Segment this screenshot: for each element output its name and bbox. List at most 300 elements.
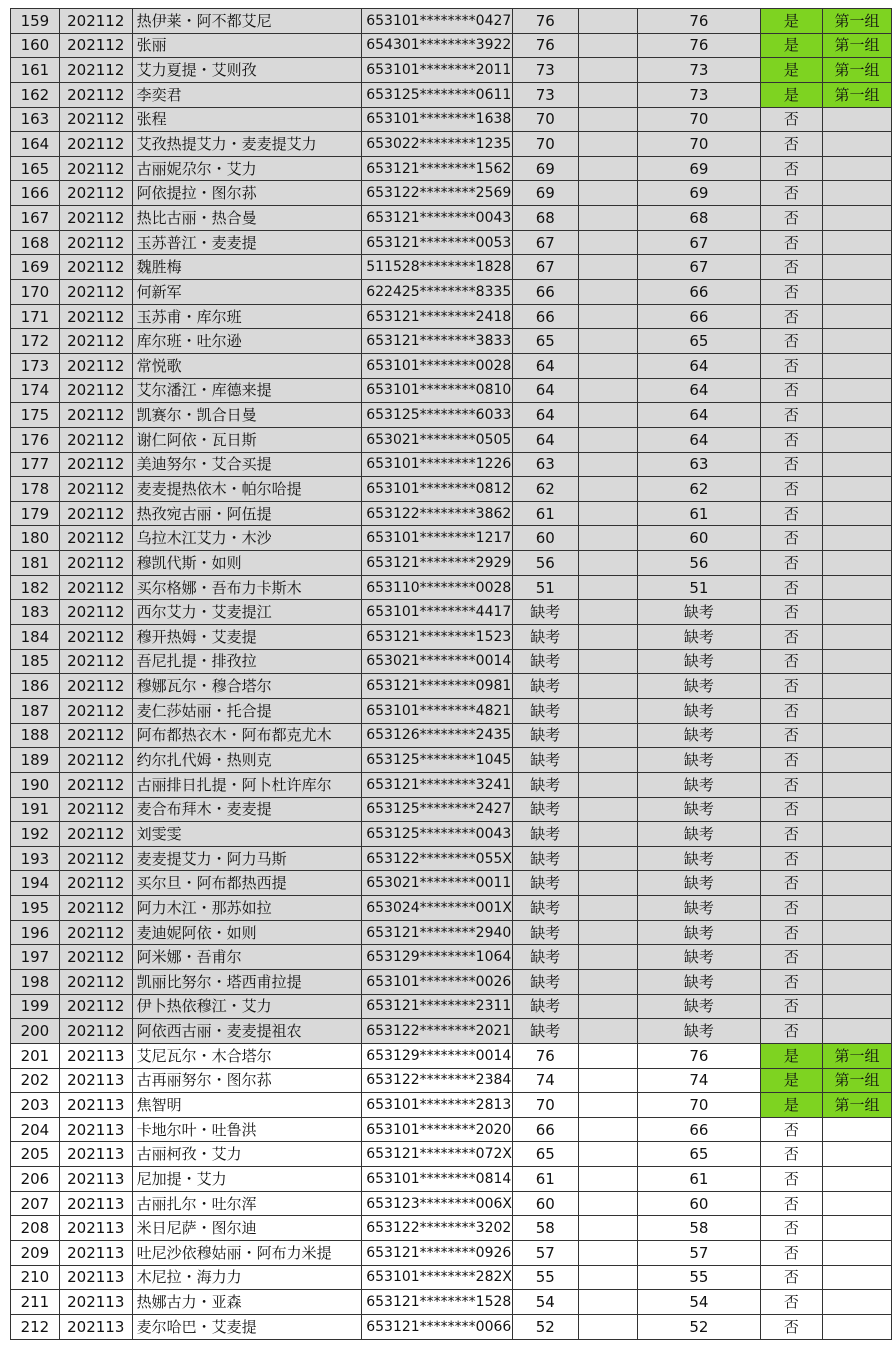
extra-score-cell bbox=[578, 452, 637, 477]
total-score-cell: 70 bbox=[637, 1093, 760, 1118]
written-score-cell: 58 bbox=[513, 1216, 579, 1241]
id-number-cell: 653101********0814 bbox=[362, 1167, 513, 1192]
class-code-cell: 202112 bbox=[59, 477, 132, 502]
row-number-cell: 184 bbox=[11, 625, 60, 650]
row-number-cell: 183 bbox=[11, 600, 60, 625]
row-number-cell: 206 bbox=[11, 1167, 60, 1192]
row-number-cell: 166 bbox=[11, 181, 60, 206]
total-score-cell: 缺考 bbox=[637, 625, 760, 650]
class-code-cell: 202112 bbox=[59, 698, 132, 723]
group-label-cell bbox=[822, 1216, 891, 1241]
total-score-cell: 52 bbox=[637, 1314, 760, 1339]
group-label-cell bbox=[822, 551, 891, 576]
student-name-cell: 凯丽比努尔・塔西甫拉提 bbox=[132, 969, 362, 994]
qualified-flag-cell: 否 bbox=[760, 353, 822, 378]
id-number-cell: 653122********2384 bbox=[362, 1068, 513, 1093]
qualified-flag-cell: 否 bbox=[760, 600, 822, 625]
student-name-cell: 常悦歌 bbox=[132, 353, 362, 378]
extra-score-cell bbox=[578, 575, 637, 600]
class-code-cell: 202112 bbox=[59, 501, 132, 526]
total-score-cell: 缺考 bbox=[637, 846, 760, 871]
group-label-cell bbox=[822, 945, 891, 970]
extra-score-cell bbox=[578, 403, 637, 428]
class-code-cell: 202112 bbox=[59, 403, 132, 428]
student-name-cell: 买尔旦・阿布都热西提 bbox=[132, 871, 362, 896]
student-name-cell: 玉苏甫・库尔班 bbox=[132, 304, 362, 329]
student-name-cell: 热娜古力・亚森 bbox=[132, 1290, 362, 1315]
table-row bbox=[11, 649, 892, 674]
id-number-cell: 653121********1528 bbox=[362, 1290, 513, 1315]
qualified-flag-cell: 否 bbox=[760, 871, 822, 896]
class-code-cell: 202112 bbox=[59, 994, 132, 1019]
row-number-cell: 181 bbox=[11, 551, 60, 576]
class-code-cell: 202112 bbox=[59, 353, 132, 378]
row-number-cell: 211 bbox=[11, 1290, 60, 1315]
written-score-cell: 缺考 bbox=[513, 797, 579, 822]
total-score-cell: 67 bbox=[637, 255, 760, 280]
extra-score-cell bbox=[578, 132, 637, 157]
class-code-cell: 202112 bbox=[59, 378, 132, 403]
table-row bbox=[11, 353, 892, 378]
row-number-cell: 194 bbox=[11, 871, 60, 896]
qualified-flag-cell: 否 bbox=[760, 920, 822, 945]
id-number-cell: 653101********0810 bbox=[362, 378, 513, 403]
row-number-cell: 187 bbox=[11, 698, 60, 723]
student-name-cell: 约尔扎代姆・热则克 bbox=[132, 748, 362, 773]
class-code-cell: 202112 bbox=[59, 920, 132, 945]
qualified-flag-cell: 否 bbox=[760, 649, 822, 674]
id-number-cell: 653126********2435 bbox=[362, 723, 513, 748]
row-number-cell: 177 bbox=[11, 452, 60, 477]
row-number-cell: 175 bbox=[11, 403, 60, 428]
group-label-cell bbox=[822, 969, 891, 994]
row-number-cell: 163 bbox=[11, 107, 60, 132]
written-score-cell: 54 bbox=[513, 1290, 579, 1315]
student-name-cell: 艾尔潘江・库德来提 bbox=[132, 378, 362, 403]
class-code-cell: 202112 bbox=[59, 107, 132, 132]
qualified-flag-cell: 否 bbox=[760, 1167, 822, 1192]
extra-score-cell bbox=[578, 822, 637, 847]
group-label-cell bbox=[822, 181, 891, 206]
id-number-cell: 653121********3833 bbox=[362, 329, 513, 354]
group-label-cell bbox=[822, 1142, 891, 1167]
qualified-flag-cell: 否 bbox=[760, 945, 822, 970]
total-score-cell: 缺考 bbox=[637, 772, 760, 797]
class-code-cell: 202113 bbox=[59, 1068, 132, 1093]
extra-score-cell bbox=[578, 82, 637, 107]
student-name-cell: 卡地尔叶・吐鲁洪 bbox=[132, 1117, 362, 1142]
total-score-cell: 缺考 bbox=[637, 822, 760, 847]
qualified-flag-cell: 否 bbox=[760, 255, 822, 280]
group-label-cell bbox=[822, 871, 891, 896]
table-row bbox=[11, 58, 892, 83]
total-score-cell: 61 bbox=[637, 1167, 760, 1192]
extra-score-cell bbox=[578, 649, 637, 674]
extra-score-cell bbox=[578, 255, 637, 280]
extra-score-cell bbox=[578, 1191, 637, 1216]
total-score-cell: 76 bbox=[637, 9, 760, 34]
student-name-cell: 买尔格娜・吾布力卡斯木 bbox=[132, 575, 362, 600]
student-name-cell: 凯赛尔・凯合日曼 bbox=[132, 403, 362, 428]
total-score-cell: 69 bbox=[637, 181, 760, 206]
class-code-cell: 202112 bbox=[59, 945, 132, 970]
qualified-flag-cell: 否 bbox=[760, 723, 822, 748]
row-number-cell: 160 bbox=[11, 33, 60, 58]
table-row bbox=[11, 723, 892, 748]
qualified-flag-cell: 否 bbox=[760, 181, 822, 206]
extra-score-cell bbox=[578, 181, 637, 206]
id-number-cell: 653024********001X bbox=[362, 896, 513, 921]
total-score-cell: 56 bbox=[637, 551, 760, 576]
extra-score-cell bbox=[578, 107, 637, 132]
class-code-cell: 202112 bbox=[59, 625, 132, 650]
student-name-cell: 玉苏普江・麦麦提 bbox=[132, 230, 362, 255]
id-number-cell: 653125********0043 bbox=[362, 822, 513, 847]
student-name-cell: 古丽柯孜・艾力 bbox=[132, 1142, 362, 1167]
group-label-cell: 第一组 bbox=[822, 1068, 891, 1093]
total-score-cell: 62 bbox=[637, 477, 760, 502]
table-row bbox=[11, 132, 892, 157]
qualified-flag-cell: 否 bbox=[760, 1019, 822, 1044]
written-score-cell: 76 bbox=[513, 9, 579, 34]
class-code-cell: 202113 bbox=[59, 1191, 132, 1216]
table-row bbox=[11, 181, 892, 206]
class-code-cell: 202112 bbox=[59, 58, 132, 83]
class-code-cell: 202112 bbox=[59, 600, 132, 625]
written-score-cell: 缺考 bbox=[513, 969, 579, 994]
row-number-cell: 169 bbox=[11, 255, 60, 280]
id-number-cell: 653121********1562 bbox=[362, 156, 513, 181]
student-name-cell: 伊卜热依穆江・艾力 bbox=[132, 994, 362, 1019]
qualified-flag-cell: 否 bbox=[760, 748, 822, 773]
class-code-cell: 202112 bbox=[59, 649, 132, 674]
class-code-cell: 202112 bbox=[59, 748, 132, 773]
group-label-cell bbox=[822, 230, 891, 255]
group-label-cell bbox=[822, 378, 891, 403]
qualified-flag-cell: 否 bbox=[760, 551, 822, 576]
row-number-cell: 209 bbox=[11, 1241, 60, 1266]
id-number-cell: 653125********1045 bbox=[362, 748, 513, 773]
table-row bbox=[11, 1117, 892, 1142]
id-number-cell: 511528********1828 bbox=[362, 255, 513, 280]
class-code-cell: 202112 bbox=[59, 255, 132, 280]
id-number-cell: 622425********8335 bbox=[362, 280, 513, 305]
id-number-cell: 653101********282X bbox=[362, 1265, 513, 1290]
extra-score-cell bbox=[578, 230, 637, 255]
id-number-cell: 653101********1217 bbox=[362, 526, 513, 551]
total-score-cell: 64 bbox=[637, 427, 760, 452]
student-name-cell: 阿米娜・吾甫尔 bbox=[132, 945, 362, 970]
table-row bbox=[11, 378, 892, 403]
group-label-cell bbox=[822, 280, 891, 305]
qualified-flag-cell: 否 bbox=[760, 526, 822, 551]
qualified-flag-cell: 否 bbox=[760, 575, 822, 600]
row-number-cell: 178 bbox=[11, 477, 60, 502]
class-code-cell: 202112 bbox=[59, 871, 132, 896]
group-label-cell bbox=[822, 920, 891, 945]
written-score-cell: 64 bbox=[513, 427, 579, 452]
qualified-flag-cell: 否 bbox=[760, 304, 822, 329]
row-number-cell: 200 bbox=[11, 1019, 60, 1044]
id-number-cell: 653125********0611 bbox=[362, 82, 513, 107]
class-code-cell: 202113 bbox=[59, 1290, 132, 1315]
id-number-cell: 653121********0981 bbox=[362, 674, 513, 699]
written-score-cell: 60 bbox=[513, 526, 579, 551]
student-name-cell: 穆凯代斯・如则 bbox=[132, 551, 362, 576]
total-score-cell: 64 bbox=[637, 353, 760, 378]
id-number-cell: 653121********2311 bbox=[362, 994, 513, 1019]
total-score-cell: 缺考 bbox=[637, 994, 760, 1019]
group-label-cell bbox=[822, 156, 891, 181]
class-code-cell: 202112 bbox=[59, 33, 132, 58]
student-name-cell: 麦尔哈巴・艾麦提 bbox=[132, 1314, 362, 1339]
qualified-flag-cell: 否 bbox=[760, 969, 822, 994]
class-code-cell: 202112 bbox=[59, 427, 132, 452]
total-score-cell: 65 bbox=[637, 1142, 760, 1167]
student-name-cell: 麦麦提热依木・帕尔哈提 bbox=[132, 477, 362, 502]
class-code-cell: 202112 bbox=[59, 156, 132, 181]
qualified-flag-cell: 是 bbox=[760, 33, 822, 58]
class-code-cell: 202112 bbox=[59, 797, 132, 822]
total-score-cell: 63 bbox=[637, 452, 760, 477]
table-row bbox=[11, 698, 892, 723]
written-score-cell: 69 bbox=[513, 181, 579, 206]
extra-score-cell bbox=[578, 1019, 637, 1044]
written-score-cell: 70 bbox=[513, 107, 579, 132]
group-label-cell: 第一组 bbox=[822, 1093, 891, 1118]
table-row bbox=[11, 575, 892, 600]
written-score-cell: 64 bbox=[513, 353, 579, 378]
student-name-cell: 刘雯雯 bbox=[132, 822, 362, 847]
student-name-cell: 麦合布拜木・麦麦提 bbox=[132, 797, 362, 822]
table-row bbox=[11, 871, 892, 896]
total-score-cell: 74 bbox=[637, 1068, 760, 1093]
written-score-cell: 74 bbox=[513, 1068, 579, 1093]
group-label-cell bbox=[822, 427, 891, 452]
class-code-cell: 202112 bbox=[59, 304, 132, 329]
total-score-cell: 缺考 bbox=[637, 896, 760, 921]
qualified-flag-cell: 是 bbox=[760, 58, 822, 83]
id-number-cell: 653021********0014 bbox=[362, 649, 513, 674]
group-label-cell bbox=[822, 206, 891, 231]
total-score-cell: 缺考 bbox=[637, 797, 760, 822]
extra-score-cell bbox=[578, 1117, 637, 1142]
id-number-cell: 653101********1226 bbox=[362, 452, 513, 477]
table-row bbox=[11, 945, 892, 970]
class-code-cell: 202113 bbox=[59, 1314, 132, 1339]
group-label-cell: 第一组 bbox=[822, 58, 891, 83]
table-row bbox=[11, 1068, 892, 1093]
id-number-cell: 653022********1235 bbox=[362, 132, 513, 157]
total-score-cell: 缺考 bbox=[637, 674, 760, 699]
group-label-cell bbox=[822, 353, 891, 378]
total-score-cell: 66 bbox=[637, 1117, 760, 1142]
extra-score-cell bbox=[578, 698, 637, 723]
total-score-cell: 60 bbox=[637, 526, 760, 551]
extra-score-cell bbox=[578, 1314, 637, 1339]
written-score-cell: 缺考 bbox=[513, 625, 579, 650]
qualified-flag-cell: 否 bbox=[760, 230, 822, 255]
total-score-cell: 57 bbox=[637, 1241, 760, 1266]
qualified-flag-cell: 否 bbox=[760, 772, 822, 797]
table-row bbox=[11, 1265, 892, 1290]
table-row bbox=[11, 1043, 892, 1068]
id-number-cell: 653129********0014 bbox=[362, 1043, 513, 1068]
group-label-cell: 第一组 bbox=[822, 1043, 891, 1068]
extra-score-cell bbox=[578, 748, 637, 773]
table-row bbox=[11, 1191, 892, 1216]
student-name-cell: 古再丽努尔・图尔荪 bbox=[132, 1068, 362, 1093]
extra-score-cell bbox=[578, 1068, 637, 1093]
written-score-cell: 60 bbox=[513, 1191, 579, 1216]
row-number-cell: 182 bbox=[11, 575, 60, 600]
id-number-cell: 653122********055X bbox=[362, 846, 513, 871]
id-number-cell: 653121********0043 bbox=[362, 206, 513, 231]
qualified-flag-cell: 否 bbox=[760, 427, 822, 452]
row-number-cell: 171 bbox=[11, 304, 60, 329]
written-score-cell: 64 bbox=[513, 378, 579, 403]
qualified-flag-cell: 否 bbox=[760, 994, 822, 1019]
student-name-cell: 古丽排日扎提・阿卜杜许库尔 bbox=[132, 772, 362, 797]
row-number-cell: 173 bbox=[11, 353, 60, 378]
group-label-cell bbox=[822, 1290, 891, 1315]
table-row bbox=[11, 206, 892, 231]
total-score-cell: 缺考 bbox=[637, 748, 760, 773]
table-row bbox=[11, 846, 892, 871]
total-score-cell: 70 bbox=[637, 107, 760, 132]
table-row bbox=[11, 427, 892, 452]
row-number-cell: 172 bbox=[11, 329, 60, 354]
score-table bbox=[10, 8, 892, 1340]
written-score-cell: 缺考 bbox=[513, 723, 579, 748]
table-row bbox=[11, 969, 892, 994]
total-score-cell: 73 bbox=[637, 58, 760, 83]
row-number-cell: 185 bbox=[11, 649, 60, 674]
class-code-cell: 202112 bbox=[59, 206, 132, 231]
row-number-cell: 208 bbox=[11, 1216, 60, 1241]
id-number-cell: 653121********2418 bbox=[362, 304, 513, 329]
written-score-cell: 缺考 bbox=[513, 994, 579, 1019]
row-number-cell: 210 bbox=[11, 1265, 60, 1290]
written-score-cell: 76 bbox=[513, 1043, 579, 1068]
written-score-cell: 67 bbox=[513, 230, 579, 255]
table-row bbox=[11, 82, 892, 107]
row-number-cell: 207 bbox=[11, 1191, 60, 1216]
written-score-cell: 69 bbox=[513, 156, 579, 181]
extra-score-cell bbox=[578, 1216, 637, 1241]
extra-score-cell bbox=[578, 674, 637, 699]
qualified-flag-cell: 否 bbox=[760, 846, 822, 871]
id-number-cell: 653101********0812 bbox=[362, 477, 513, 502]
table-row bbox=[11, 9, 892, 34]
row-number-cell: 161 bbox=[11, 58, 60, 83]
row-number-cell: 159 bbox=[11, 9, 60, 34]
student-name-cell: 魏胜梅 bbox=[132, 255, 362, 280]
extra-score-cell bbox=[578, 501, 637, 526]
total-score-cell: 66 bbox=[637, 280, 760, 305]
qualified-flag-cell: 是 bbox=[760, 1043, 822, 1068]
qualified-flag-cell: 否 bbox=[760, 378, 822, 403]
student-name-cell: 何新军 bbox=[132, 280, 362, 305]
row-number-cell: 167 bbox=[11, 206, 60, 231]
id-number-cell: 653101********0028 bbox=[362, 353, 513, 378]
table-row bbox=[11, 477, 892, 502]
id-number-cell: 653129********1064 bbox=[362, 945, 513, 970]
id-number-cell: 653122********3862 bbox=[362, 501, 513, 526]
student-name-cell: 谢仁阿依・瓦日斯 bbox=[132, 427, 362, 452]
table-row bbox=[11, 403, 892, 428]
qualified-flag-cell: 是 bbox=[760, 82, 822, 107]
group-label-cell bbox=[822, 1314, 891, 1339]
extra-score-cell bbox=[578, 477, 637, 502]
total-score-cell: 66 bbox=[637, 304, 760, 329]
qualified-flag-cell: 否 bbox=[760, 674, 822, 699]
total-score-cell: 缺考 bbox=[637, 969, 760, 994]
total-score-cell: 76 bbox=[637, 1043, 760, 1068]
table-row bbox=[11, 230, 892, 255]
student-name-cell: 古丽扎尔・吐尔浑 bbox=[132, 1191, 362, 1216]
class-code-cell: 202112 bbox=[59, 1019, 132, 1044]
qualified-flag-cell: 否 bbox=[760, 452, 822, 477]
extra-score-cell bbox=[578, 1290, 637, 1315]
written-score-cell: 63 bbox=[513, 452, 579, 477]
class-code-cell: 202112 bbox=[59, 822, 132, 847]
class-code-cell: 202112 bbox=[59, 181, 132, 206]
class-code-cell: 202112 bbox=[59, 723, 132, 748]
group-label-cell bbox=[822, 797, 891, 822]
row-number-cell: 188 bbox=[11, 723, 60, 748]
total-score-cell: 缺考 bbox=[637, 600, 760, 625]
written-score-cell: 缺考 bbox=[513, 600, 579, 625]
table-row bbox=[11, 1241, 892, 1266]
row-number-cell: 168 bbox=[11, 230, 60, 255]
extra-score-cell bbox=[578, 723, 637, 748]
written-score-cell: 65 bbox=[513, 329, 579, 354]
group-label-cell bbox=[822, 107, 891, 132]
row-number-cell: 193 bbox=[11, 846, 60, 871]
id-number-cell: 653121********2940 bbox=[362, 920, 513, 945]
qualified-flag-cell: 否 bbox=[760, 797, 822, 822]
qualified-flag-cell: 否 bbox=[760, 132, 822, 157]
class-code-cell: 202113 bbox=[59, 1093, 132, 1118]
student-name-cell: 吾尼扎提・排孜拉 bbox=[132, 649, 362, 674]
id-number-cell: 653101********0427 bbox=[362, 9, 513, 34]
extra-score-cell bbox=[578, 1167, 637, 1192]
written-score-cell: 缺考 bbox=[513, 920, 579, 945]
qualified-flag-cell: 是 bbox=[760, 9, 822, 34]
student-name-cell: 李奕君 bbox=[132, 82, 362, 107]
qualified-flag-cell: 否 bbox=[760, 1265, 822, 1290]
student-name-cell: 美迪努尔・艾合买提 bbox=[132, 452, 362, 477]
extra-score-cell bbox=[578, 156, 637, 181]
table-row bbox=[11, 994, 892, 1019]
qualified-flag-cell: 否 bbox=[760, 625, 822, 650]
written-score-cell: 67 bbox=[513, 255, 579, 280]
table-row bbox=[11, 329, 892, 354]
id-number-cell: 653101********2813 bbox=[362, 1093, 513, 1118]
table-row bbox=[11, 748, 892, 773]
table-row bbox=[11, 452, 892, 477]
written-score-cell: 缺考 bbox=[513, 896, 579, 921]
table-row bbox=[11, 33, 892, 58]
extra-score-cell bbox=[578, 871, 637, 896]
row-number-cell: 195 bbox=[11, 896, 60, 921]
student-name-cell: 阿布都热衣木・阿布都克尤木 bbox=[132, 723, 362, 748]
extra-score-cell bbox=[578, 304, 637, 329]
class-code-cell: 202112 bbox=[59, 526, 132, 551]
row-number-cell: 189 bbox=[11, 748, 60, 773]
extra-score-cell bbox=[578, 600, 637, 625]
